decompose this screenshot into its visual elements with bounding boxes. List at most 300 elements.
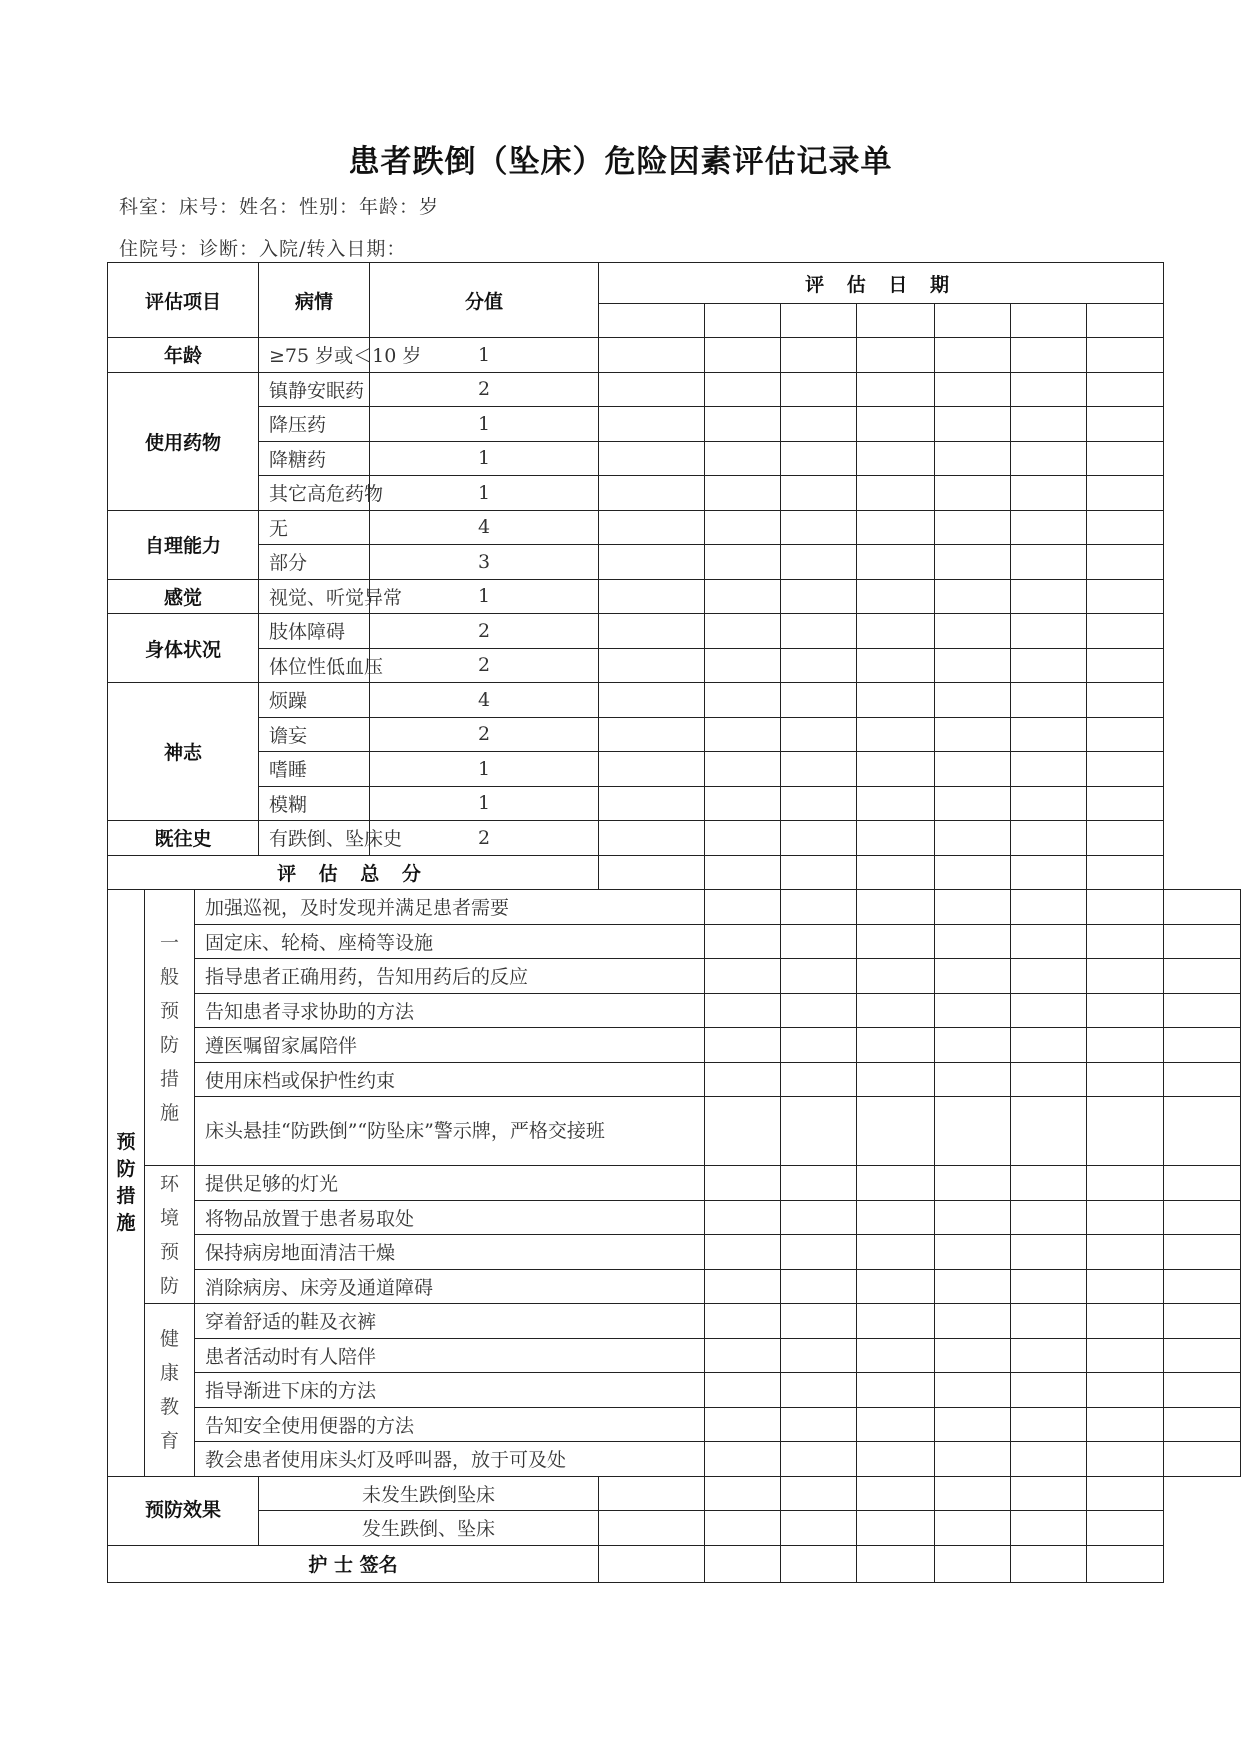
date-entry-cell[interactable] xyxy=(1087,1373,1164,1408)
date-entry-cell[interactable] xyxy=(705,1511,781,1546)
date-entry-cell[interactable] xyxy=(599,683,705,718)
effect-label: 预防效果 xyxy=(108,1476,259,1545)
date-entry-cell[interactable] xyxy=(781,752,857,787)
date-entry-cell[interactable] xyxy=(935,1028,1011,1063)
date-entry-cell[interactable] xyxy=(1011,1304,1087,1339)
date-entry-cell[interactable] xyxy=(705,614,781,649)
date-entry-cell[interactable] xyxy=(1087,1200,1164,1235)
date-entry-cell[interactable] xyxy=(935,545,1011,580)
date-entry-cell[interactable] xyxy=(857,579,935,614)
date-entry-cell[interactable] xyxy=(1164,1373,1241,1408)
date-entry-cell[interactable] xyxy=(1011,1200,1087,1235)
signature-cell[interactable] xyxy=(599,1545,705,1582)
date-entry-cell[interactable] xyxy=(857,1338,935,1373)
total-row xyxy=(108,855,1241,890)
measure-item: 消除病房、床旁及通道障碍 xyxy=(195,1269,705,1304)
date-entry-cell[interactable] xyxy=(599,579,705,614)
date-entry-cell[interactable] xyxy=(935,890,1011,925)
date-entry-cell[interactable] xyxy=(1011,476,1087,511)
date-entry-cell[interactable] xyxy=(1087,648,1164,683)
date-entry-cell[interactable] xyxy=(857,1269,935,1304)
score-value: 1 xyxy=(370,752,599,787)
date-entry-cell[interactable] xyxy=(1011,924,1087,959)
date-entry-cell[interactable] xyxy=(1164,1304,1241,1339)
date-entry-cell[interactable] xyxy=(857,338,935,373)
date-entry-cell[interactable] xyxy=(705,648,781,683)
date-entry-cell[interactable] xyxy=(1011,1442,1087,1477)
date-entry-cell[interactable] xyxy=(857,1028,935,1063)
date-entry-cell[interactable] xyxy=(599,717,705,752)
date-entry-cell[interactable] xyxy=(781,1304,857,1339)
date-entry-cell[interactable] xyxy=(857,993,935,1028)
date-entry-cell[interactable] xyxy=(705,786,781,821)
date-entry-cell[interactable] xyxy=(857,648,935,683)
date-entry-cell[interactable] xyxy=(1164,1166,1241,1201)
date-entry-cell[interactable] xyxy=(935,372,1011,407)
date-entry-cell[interactable] xyxy=(857,1373,935,1408)
risk-row xyxy=(108,441,1241,476)
date-entry-cell[interactable] xyxy=(1011,648,1087,683)
date-entry-cell[interactable] xyxy=(935,752,1011,787)
nurse-signature-label: 护 士 签名 xyxy=(108,1545,599,1582)
signature-cell[interactable] xyxy=(705,1545,781,1582)
date-entry-cell[interactable] xyxy=(857,614,935,649)
date-entry-cell[interactable] xyxy=(781,855,857,890)
date-entry-cell[interactable] xyxy=(857,683,935,718)
date-entry-cell[interactable] xyxy=(705,717,781,752)
condition-label: 有跌倒、坠床史 xyxy=(259,821,370,856)
date-entry-cell[interactable] xyxy=(1011,545,1087,580)
date-entry-cell[interactable] xyxy=(705,1476,781,1511)
date-entry-cell[interactable] xyxy=(1087,614,1164,649)
date-entry-cell[interactable] xyxy=(705,1407,781,1442)
date-entry-cell[interactable] xyxy=(705,959,781,994)
date-entry-cell[interactable] xyxy=(781,993,857,1028)
date-entry-cell[interactable] xyxy=(935,924,1011,959)
date-entry-cell[interactable] xyxy=(857,1511,935,1546)
date-entry-cell[interactable] xyxy=(781,1338,857,1373)
date-entry-cell[interactable] xyxy=(857,1304,935,1339)
effect-option: 未发生跌倒坠床 xyxy=(259,1476,599,1511)
score-value: 3 xyxy=(370,545,599,580)
date-entry-cell[interactable] xyxy=(599,338,705,373)
date-entry-cell[interactable] xyxy=(599,1511,705,1546)
date-entry-cell[interactable] xyxy=(599,476,705,511)
date-entry-cell[interactable] xyxy=(857,1097,935,1166)
date-entry-cell[interactable] xyxy=(1164,1407,1241,1442)
date-entry-cell[interactable] xyxy=(1011,1511,1087,1546)
date-entry-cell[interactable] xyxy=(1164,1097,1241,1166)
date-entry-cell[interactable] xyxy=(1087,1476,1164,1511)
date-entry-cell[interactable] xyxy=(1087,1269,1164,1304)
risk-category-label: 感觉 xyxy=(108,579,259,614)
signature-cell[interactable] xyxy=(935,1545,1011,1582)
date-entry-cell[interactable] xyxy=(705,1028,781,1063)
date-entry-cell[interactable] xyxy=(1087,476,1164,511)
condition-label: 肢体障碍 xyxy=(259,614,370,649)
date-entry-cell[interactable] xyxy=(935,717,1011,752)
measure-item: 指导患者正确用药，告知用药后的反应 xyxy=(195,959,705,994)
date-entry-cell[interactable] xyxy=(1087,1235,1164,1270)
date-entry-cell[interactable] xyxy=(935,1235,1011,1270)
date-entry-cell[interactable] xyxy=(781,959,857,994)
date-entry-cell[interactable] xyxy=(1011,993,1087,1028)
date-entry-cell[interactable] xyxy=(1011,890,1087,925)
score-value: 2 xyxy=(370,648,599,683)
date-entry-cell[interactable] xyxy=(935,304,1011,338)
date-entry-cell[interactable] xyxy=(1011,1338,1087,1373)
date-entry-cell[interactable] xyxy=(705,752,781,787)
date-entry-cell[interactable] xyxy=(857,890,935,925)
date-entry-cell[interactable] xyxy=(599,821,705,856)
date-entry-cell[interactable] xyxy=(1087,683,1164,718)
header-row xyxy=(108,263,1241,304)
date-entry-cell[interactable] xyxy=(1087,545,1164,580)
date-entry-cell[interactable] xyxy=(857,786,935,821)
date-entry-cell[interactable] xyxy=(935,993,1011,1028)
date-entry-cell[interactable] xyxy=(1011,407,1087,442)
date-entry-cell[interactable] xyxy=(781,1200,857,1235)
date-entry-cell[interactable] xyxy=(781,1269,857,1304)
date-entry-cell[interactable] xyxy=(705,441,781,476)
date-entry-cell[interactable] xyxy=(705,855,781,890)
date-entry-cell[interactable] xyxy=(857,1442,935,1477)
page-title: 患者跌倒（坠床）危险因素评估记录单 xyxy=(348,144,893,180)
date-entry-cell[interactable] xyxy=(599,648,705,683)
date-entry-cell[interactable] xyxy=(599,545,705,580)
date-entry-cell[interactable] xyxy=(705,579,781,614)
date-entry-cell[interactable] xyxy=(781,510,857,545)
date-entry-cell[interactable] xyxy=(1164,1269,1241,1304)
date-entry-cell[interactable] xyxy=(1011,683,1087,718)
date-entry-cell[interactable] xyxy=(781,683,857,718)
date-entry-cell[interactable] xyxy=(705,1373,781,1408)
date-entry-cell[interactable] xyxy=(781,1373,857,1408)
date-entry-cell[interactable] xyxy=(1164,1338,1241,1373)
date-entry-cell[interactable] xyxy=(857,1235,935,1270)
date-entry-cell[interactable] xyxy=(935,1338,1011,1373)
date-entry-cell[interactable] xyxy=(1087,372,1164,407)
date-entry-cell[interactable] xyxy=(1087,1442,1164,1477)
date-entry-cell[interactable] xyxy=(1164,1062,1241,1097)
date-entry-cell[interactable] xyxy=(781,1166,857,1201)
date-entry-cell[interactable] xyxy=(781,1028,857,1063)
score-value: 1 xyxy=(370,579,599,614)
signature-cell[interactable] xyxy=(1011,1545,1087,1582)
date-entry-cell[interactable] xyxy=(1011,752,1087,787)
date-entry-cell[interactable] xyxy=(599,510,705,545)
date-entry-cell[interactable] xyxy=(781,1442,857,1477)
date-entry-cell[interactable] xyxy=(599,372,705,407)
date-entry-cell[interactable] xyxy=(1011,579,1087,614)
date-entry-cell[interactable] xyxy=(1164,1442,1241,1477)
date-entry-cell[interactable] xyxy=(1087,890,1164,925)
date-entry-cell[interactable] xyxy=(857,1166,935,1201)
risk-category-label: 自理能力 xyxy=(108,510,259,579)
signature-cell[interactable] xyxy=(781,1545,857,1582)
date-entry-cell[interactable] xyxy=(1011,786,1087,821)
risk-row xyxy=(108,614,1241,649)
date-entry-cell[interactable] xyxy=(599,304,705,338)
date-entry-cell[interactable] xyxy=(781,786,857,821)
date-entry-cell[interactable] xyxy=(1011,717,1087,752)
date-entry-cell[interactable] xyxy=(935,338,1011,373)
date-entry-cell[interactable] xyxy=(1011,855,1087,890)
date-entry-cell[interactable] xyxy=(1087,1338,1164,1373)
date-entry-cell[interactable] xyxy=(935,1511,1011,1546)
date-entry-cell[interactable] xyxy=(1087,786,1164,821)
score-value: 1 xyxy=(370,441,599,476)
date-entry-cell[interactable] xyxy=(781,717,857,752)
date-entry-cell[interactable] xyxy=(781,372,857,407)
date-entry-cell[interactable] xyxy=(935,1097,1011,1166)
date-entry-cell[interactable] xyxy=(935,1166,1011,1201)
date-entry-cell[interactable] xyxy=(935,1062,1011,1097)
date-entry-cell[interactable] xyxy=(857,717,935,752)
date-entry-cell[interactable] xyxy=(935,683,1011,718)
date-entry-cell[interactable] xyxy=(781,1235,857,1270)
date-entry-cell[interactable] xyxy=(599,786,705,821)
date-entry-cell[interactable] xyxy=(1011,510,1087,545)
date-entry-cell[interactable] xyxy=(857,752,935,787)
risk-category-label: 身体状况 xyxy=(108,614,259,683)
date-entry-cell[interactable] xyxy=(935,786,1011,821)
date-entry-cell[interactable] xyxy=(857,1200,935,1235)
date-entry-cell[interactable] xyxy=(935,579,1011,614)
date-entry-cell[interactable] xyxy=(1087,1407,1164,1442)
date-entry-cell[interactable] xyxy=(1087,579,1164,614)
date-entry-cell[interactable] xyxy=(705,890,781,925)
date-entry-cell[interactable] xyxy=(1011,1235,1087,1270)
date-entry-cell[interactable] xyxy=(599,855,705,890)
date-entry-cell[interactable] xyxy=(781,1097,857,1166)
date-entry-cell[interactable] xyxy=(857,821,935,856)
date-entry-cell[interactable] xyxy=(935,1442,1011,1477)
date-entry-cell[interactable] xyxy=(935,1200,1011,1235)
date-entry-cell[interactable] xyxy=(781,890,857,925)
score-value: 2 xyxy=(370,614,599,649)
date-entry-cell[interactable] xyxy=(857,372,935,407)
admission-info-line: 住院号：诊断：入院/转入日期： xyxy=(119,238,407,260)
date-entry-cell[interactable] xyxy=(1164,1200,1241,1235)
date-entry-cell[interactable] xyxy=(781,407,857,442)
date-entry-cell[interactable] xyxy=(935,1407,1011,1442)
date-entry-cell[interactable] xyxy=(705,924,781,959)
date-entry-cell[interactable] xyxy=(1164,924,1241,959)
date-entry-cell[interactable] xyxy=(1087,407,1164,442)
date-entry-cell[interactable] xyxy=(857,476,935,511)
measure-row xyxy=(108,1338,1241,1373)
date-entry-cell[interactable] xyxy=(781,338,857,373)
date-entry-cell[interactable] xyxy=(935,959,1011,994)
date-entry-cell[interactable] xyxy=(1011,441,1087,476)
date-entry-cell[interactable] xyxy=(705,1442,781,1477)
date-entry-cell[interactable] xyxy=(857,959,935,994)
date-entry-cell[interactable] xyxy=(1011,372,1087,407)
date-entry-cell[interactable] xyxy=(705,545,781,580)
date-entry-cell[interactable] xyxy=(1011,1476,1087,1511)
date-entry-cell[interactable] xyxy=(1087,855,1164,890)
measure-row xyxy=(108,959,1241,994)
date-entry-cell[interactable] xyxy=(705,683,781,718)
date-entry-cell[interactable] xyxy=(1011,1407,1087,1442)
date-entry-cell[interactable] xyxy=(1087,1062,1164,1097)
date-entry-cell[interactable] xyxy=(857,1476,935,1511)
date-entry-cell[interactable] xyxy=(1087,338,1164,373)
date-entry-cell[interactable] xyxy=(705,1235,781,1270)
date-entry-cell[interactable] xyxy=(705,338,781,373)
date-entry-cell[interactable] xyxy=(1087,717,1164,752)
date-entry-cell[interactable] xyxy=(599,1476,705,1511)
risk-row xyxy=(108,510,1241,545)
score-value: 4 xyxy=(370,510,599,545)
date-entry-cell[interactable] xyxy=(781,304,857,338)
date-entry-cell[interactable] xyxy=(857,1407,935,1442)
date-entry-cell[interactable] xyxy=(705,1200,781,1235)
date-entry-cell[interactable] xyxy=(1087,752,1164,787)
date-entry-cell[interactable] xyxy=(705,993,781,1028)
date-entry-cell[interactable] xyxy=(857,855,935,890)
date-entry-cell[interactable] xyxy=(1011,821,1087,856)
date-entry-cell[interactable] xyxy=(857,510,935,545)
date-entry-cell[interactable] xyxy=(1087,993,1164,1028)
date-entry-cell[interactable] xyxy=(1087,510,1164,545)
measure-row xyxy=(108,1269,1241,1304)
date-entry-cell[interactable] xyxy=(599,614,705,649)
date-entry-cell[interactable] xyxy=(857,407,935,442)
condition-label: 镇静安眠药 xyxy=(259,372,370,407)
date-entry-cell[interactable] xyxy=(1087,959,1164,994)
date-entry-cell[interactable] xyxy=(935,821,1011,856)
date-entry-cell[interactable] xyxy=(1087,1304,1164,1339)
date-entry-cell[interactable] xyxy=(857,441,935,476)
date-entry-cell[interactable] xyxy=(1011,1028,1087,1063)
date-entry-cell[interactable] xyxy=(857,1062,935,1097)
date-entry-cell[interactable] xyxy=(705,407,781,442)
date-entry-cell[interactable] xyxy=(1087,1028,1164,1063)
date-entry-cell[interactable] xyxy=(781,648,857,683)
date-entry-cell[interactable] xyxy=(705,1269,781,1304)
date-entry-cell[interactable] xyxy=(705,476,781,511)
measure-row xyxy=(108,1028,1241,1063)
signature-cell[interactable] xyxy=(1087,1545,1164,1582)
date-entry-cell[interactable] xyxy=(781,1476,857,1511)
date-entry-cell[interactable] xyxy=(705,304,781,338)
date-entry-cell[interactable] xyxy=(1011,1097,1087,1166)
date-entry-cell[interactable] xyxy=(705,1166,781,1201)
date-entry-cell[interactable] xyxy=(705,821,781,856)
date-entry-cell[interactable] xyxy=(1087,821,1164,856)
date-entry-cell[interactable] xyxy=(935,1269,1011,1304)
date-entry-cell[interactable] xyxy=(935,510,1011,545)
risk-row xyxy=(108,338,1241,373)
date-entry-cell[interactable] xyxy=(599,752,705,787)
date-entry-cell[interactable] xyxy=(599,407,705,442)
date-entry-cell[interactable] xyxy=(935,1304,1011,1339)
date-entry-cell[interactable] xyxy=(935,1373,1011,1408)
date-entry-cell[interactable] xyxy=(705,510,781,545)
prevention-group-label: 健 康 教 育 xyxy=(145,1304,195,1477)
date-entry-cell[interactable] xyxy=(1087,1511,1164,1546)
date-entry-cell[interactable] xyxy=(599,441,705,476)
risk-category-label: 年龄 xyxy=(108,338,259,373)
date-entry-cell[interactable] xyxy=(857,545,935,580)
measure-item: 使用床档或保护性约束 xyxy=(195,1062,705,1097)
date-entry-cell[interactable] xyxy=(1011,959,1087,994)
measure-item: 患者活动时有人陪伴 xyxy=(195,1338,705,1373)
condition-label: 模糊 xyxy=(259,786,370,821)
measure-item: 加强巡视，及时发现并满足患者需要 xyxy=(195,890,705,925)
condition-label: ≥75 岁或＜10 岁 xyxy=(259,338,370,373)
date-entry-cell[interactable] xyxy=(705,1097,781,1166)
date-entry-cell[interactable] xyxy=(1164,890,1241,925)
date-entry-cell[interactable] xyxy=(1087,924,1164,959)
date-entry-cell[interactable] xyxy=(1011,614,1087,649)
date-entry-cell[interactable] xyxy=(705,1062,781,1097)
date-entry-cell[interactable] xyxy=(1011,1062,1087,1097)
risk-row xyxy=(108,545,1241,580)
date-entry-cell[interactable] xyxy=(705,1304,781,1339)
date-entry-cell[interactable] xyxy=(781,579,857,614)
condition-label: 无 xyxy=(259,510,370,545)
date-entry-cell[interactable] xyxy=(1087,1166,1164,1201)
date-entry-cell[interactable] xyxy=(1011,1373,1087,1408)
date-entry-cell[interactable] xyxy=(1164,1028,1241,1063)
date-entry-cell[interactable] xyxy=(781,441,857,476)
date-entry-cell[interactable] xyxy=(781,614,857,649)
date-entry-cell[interactable] xyxy=(781,545,857,580)
measure-item: 床头悬挂“防跌倒”“防坠床”警示牌，严格交接班 xyxy=(195,1097,705,1166)
date-entry-cell[interactable] xyxy=(857,304,935,338)
date-entry-cell[interactable] xyxy=(1087,1097,1164,1166)
score-value: 1 xyxy=(370,476,599,511)
date-entry-cell[interactable] xyxy=(1087,441,1164,476)
patient-info-line: 科室：床号：姓名：性别：年龄：岁 xyxy=(119,196,440,218)
date-entry-cell[interactable] xyxy=(1011,1269,1087,1304)
date-entry-cell[interactable] xyxy=(1011,1166,1087,1201)
date-entry-cell[interactable] xyxy=(1011,338,1087,373)
measure-item: 告知患者寻求协助的方法 xyxy=(195,993,705,1028)
signature-cell[interactable] xyxy=(857,1545,935,1582)
date-entry-cell[interactable] xyxy=(1011,304,1087,338)
date-entry-cell[interactable] xyxy=(1164,1235,1241,1270)
date-entry-cell[interactable] xyxy=(1087,304,1164,338)
date-entry-cell[interactable] xyxy=(935,648,1011,683)
date-entry-cell[interactable] xyxy=(1164,959,1241,994)
measure-item: 告知安全使用便器的方法 xyxy=(195,1407,705,1442)
date-entry-cell[interactable] xyxy=(781,476,857,511)
date-entry-cell[interactable] xyxy=(935,476,1011,511)
date-entry-cell[interactable] xyxy=(705,1338,781,1373)
date-entry-cell[interactable] xyxy=(935,441,1011,476)
date-entry-cell[interactable] xyxy=(781,924,857,959)
date-entry-cell[interactable] xyxy=(935,855,1011,890)
score-value: 2 xyxy=(370,372,599,407)
date-entry-cell[interactable] xyxy=(935,614,1011,649)
effect-row xyxy=(108,1511,1241,1546)
date-entry-cell[interactable] xyxy=(781,1511,857,1546)
date-entry-cell[interactable] xyxy=(705,372,781,407)
date-entry-cell[interactable] xyxy=(935,407,1011,442)
date-entry-cell[interactable] xyxy=(935,1476,1011,1511)
measure-row xyxy=(108,1442,1241,1477)
date-entry-cell[interactable] xyxy=(781,1407,857,1442)
date-entry-cell[interactable] xyxy=(1164,993,1241,1028)
date-entry-cell[interactable] xyxy=(781,821,857,856)
date-entry-cell[interactable] xyxy=(857,924,935,959)
date-entry-cell[interactable] xyxy=(781,1062,857,1097)
risk-row xyxy=(108,752,1241,787)
